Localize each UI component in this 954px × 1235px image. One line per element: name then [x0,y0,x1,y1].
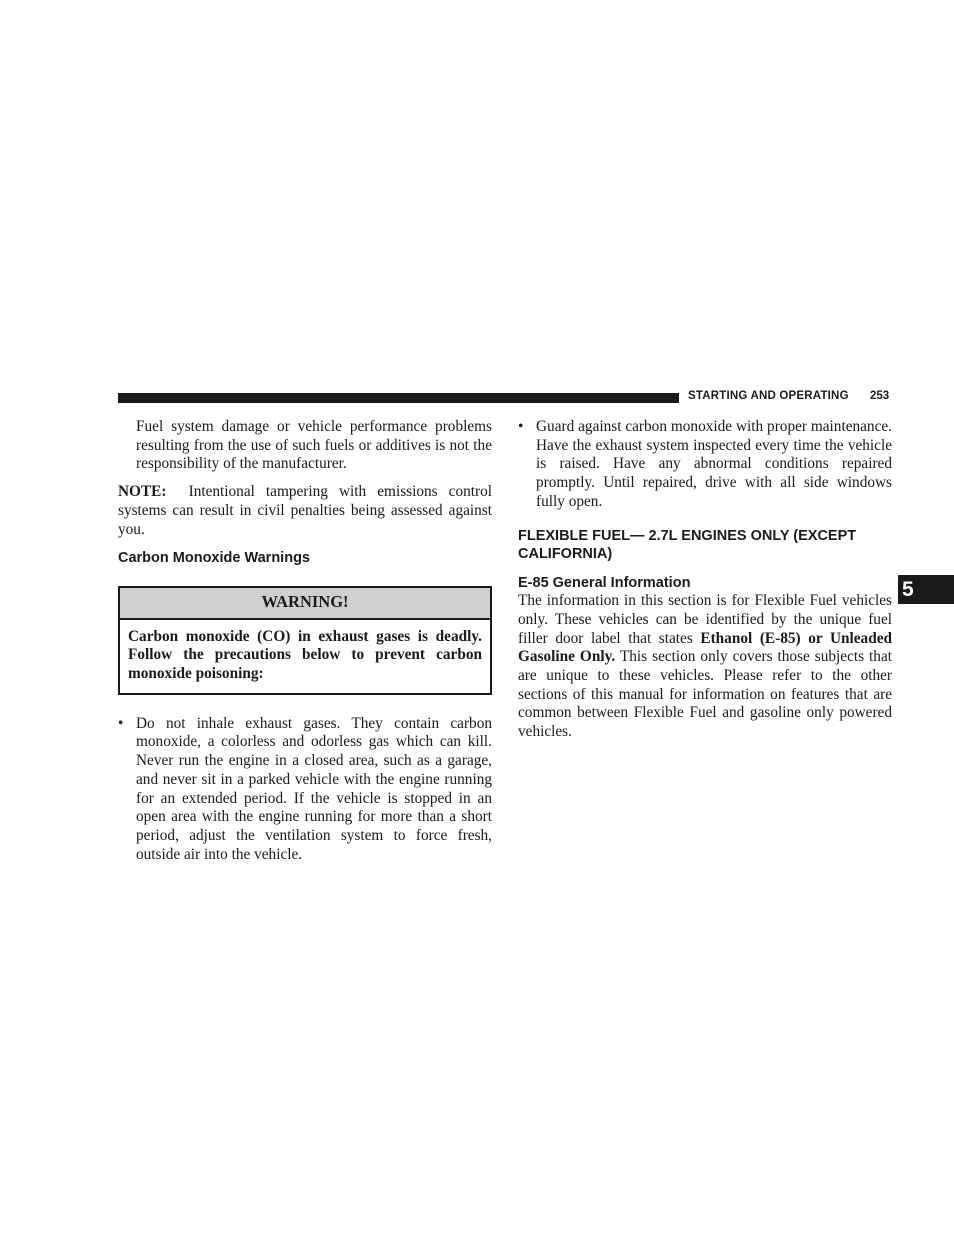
bullet-item-exhaust [118,715,492,865]
warning-box [118,586,492,695]
e85-text-bold: Ethanol (E-85) or Unleaded Gasoline Only. [518,629,892,666]
header-rule [118,393,679,403]
right-column [518,418,892,742]
bullet-text: Guard against carbon monoxide with proper maintenance. Have the exhaust system inspected every time the vehicle is raised. Have any abnormal conditions repaired promptly. Until repaired, drive with all side windows fully open. [536,418,892,510]
intro-paragraph: Fuel system damage or vehicle performance problems resulting from the use of such fuels or additives is not the responsibility of the manufacturer. [136,418,492,473]
e85-heading: E-85 General Information [518,574,691,591]
bullet-icon: • [118,714,124,732]
e85-text-before: The information in this section is for Flexible Fuel vehicles only. These vehicles can be identified by the unique fuel filler door label that states [518,592,892,647]
flexible-fuel-heading: FLEXIBLE FUEL— 2.7L ENGINES ONLY (EXCEPT CALIFORNIA) [518,527,857,562]
e85-paragraph [518,592,892,742]
chapter-tab: 5 [898,575,954,604]
e85-text-after: This section only covers those subjects that are unique to these vehicles. Please refer to the other sections of this manual for information on features that are common between Flexible Fuel and gasoline only powered vehicles. [518,648,892,741]
note-label: NOTE: [118,483,167,501]
bullet-text: Do not inhale exhaust gases. They contain carbon monoxide, a colorless and odorless gas which can kill. Never run the engine in a closed area, such as a garage, and never sit in a parked vehicle with the engine running for an extended period. If the vehicle is stopped in an open area with the engine running for more than a short period, adjust the ventilation system to force fresh, outside air into the vehicle. [136,714,492,863]
warning-body: Carbon monoxide (CO) in exhaust gases is deadly. Follow the precautions below to prevent carbon monoxide poisoning: [128,627,482,683]
note-paragraph [118,483,492,539]
note-text: Intentional tampering with emissions control systems can result in civil penalties being assessed against you. [118,483,492,538]
warning-title: WARNING! [120,588,490,620]
bullet-icon: • [518,418,524,435]
page-number: 253 [870,390,890,402]
co-warnings-heading: Carbon Monoxide Warnings [118,550,310,567]
left-column [118,418,492,864]
running-header-title: STARTING AND OPERATING [688,390,849,402]
bullet-item-maintenance [518,418,892,512]
